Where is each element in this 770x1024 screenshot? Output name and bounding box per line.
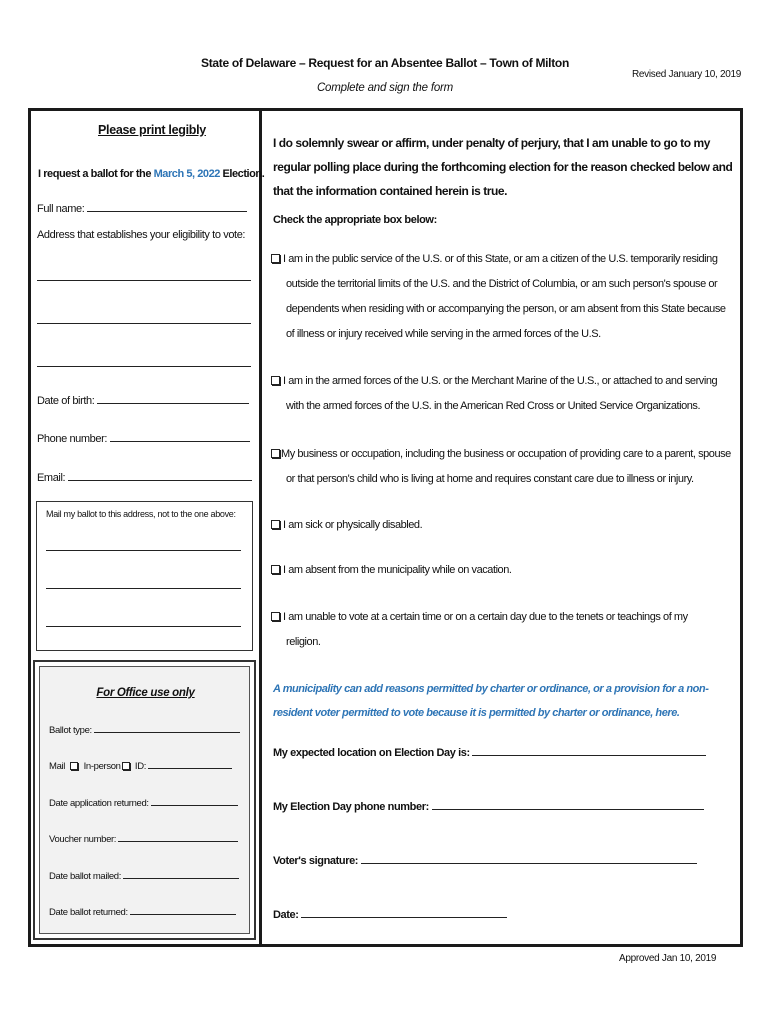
reason-option-5 <box>271 558 733 583</box>
reason-checkbox-3[interactable] <box>271 449 280 458</box>
election-day-phone-label: My Election Day phone number: <box>273 801 429 813</box>
reason-checkbox-5[interactable] <box>271 565 280 574</box>
election-day-phone-field[interactable] <box>273 800 704 813</box>
address-line-1[interactable] <box>37 280 251 281</box>
date-ballot-returned-field[interactable] <box>49 906 236 918</box>
oath-statement: I do solemnly swear or affirm, under penalty of perjury, that I am unable to go to my regular polling place during the forthcoming election for the reason checked below and that the information contained herein is true. <box>273 136 733 198</box>
id-label: ID: <box>134 761 146 772</box>
signature-date-label: Date: <box>273 909 299 921</box>
reason-option-2 <box>271 369 733 419</box>
voucher-number-field[interactable] <box>49 833 238 845</box>
reason-text-3: My business or occupation, including the business or occupation of providing care to a parent, spouse <box>281 448 731 460</box>
email-field[interactable] <box>37 471 252 484</box>
reason-option-1 <box>271 247 733 347</box>
ballot-type-field[interactable] <box>49 724 240 736</box>
date-application-returned-field[interactable] <box>49 797 238 809</box>
reason-text-6-cont: religion. <box>286 636 321 648</box>
signature-date-field[interactable] <box>273 908 507 921</box>
voucher-number-label: Voucher number: <box>49 834 117 845</box>
voter-signature-label: Voter's signature: <box>273 855 359 867</box>
election-day-location-label: My expected location on Election Day is: <box>273 747 470 759</box>
ballot-method-row <box>49 760 232 772</box>
ballot-request-line <box>38 168 264 180</box>
municipality-note: A municipality can add reasons permitted by charter or ordinance, or a provision for a non-resident voter permitted to vote because it is permitted by charter or ordinance, here. <box>273 683 709 719</box>
address-label: Address that establishes your eligibility to vote: <box>37 229 246 241</box>
reason-text-6: I am unable to vote at a certain time or on a certain day due to the tenets or teachings of my <box>283 611 688 623</box>
election-day-location-field[interactable] <box>273 746 706 759</box>
mail-address-line-2[interactable] <box>46 588 241 589</box>
reason-text-2-cont: with the armed forces of the U.S. in the American Red Cross or United Service Organizations. <box>286 400 701 412</box>
mail-address-line-3[interactable] <box>46 626 241 627</box>
full-name-label: Full name: <box>37 203 85 215</box>
mail-option-label: Mail <box>49 761 66 772</box>
reason-text-1: I am in the public service of the U.S. or of this State, or am a citizen of the U.S. temporarily residing <box>283 253 718 265</box>
reason-checkbox-6[interactable] <box>271 612 280 621</box>
reason-option-4 <box>271 513 733 538</box>
request-suffix: Election. <box>219 168 265 180</box>
office-use-panel <box>39 666 250 934</box>
reason-checkbox-1[interactable] <box>271 254 280 263</box>
reason-checkbox-4[interactable] <box>271 520 280 529</box>
office-use-title: For Office use only <box>96 687 195 699</box>
date-ballot-mailed-label: Date ballot mailed: <box>49 871 122 882</box>
column-divider <box>259 108 262 947</box>
header-subtitle: Complete and sign the form <box>316 82 454 94</box>
date-application-returned-label: Date application returned: <box>49 798 149 809</box>
full-name-field[interactable] <box>37 202 247 215</box>
address-line-3[interactable] <box>37 366 251 367</box>
reason-option-3 <box>271 442 733 492</box>
print-legibly-heading: Please print legibly <box>98 123 206 137</box>
mail-address-box <box>36 501 253 651</box>
reason-option-6 <box>271 605 733 655</box>
ballot-type-label: Ballot type: <box>49 725 92 736</box>
in-person-checkbox[interactable] <box>122 762 130 770</box>
email-label: Email: <box>37 472 66 484</box>
phone-label: Phone number: <box>37 433 108 445</box>
voter-signature-field[interactable] <box>273 854 697 867</box>
date-ballot-mailed-field[interactable] <box>49 870 239 882</box>
mail-address-line-1[interactable] <box>46 550 241 551</box>
reason-text-2: I am in the armed forces of the U.S. or the Merchant Marine of the U.S., or attached to and serving <box>283 375 718 387</box>
mail-address-label: Mail my ballot to this address, not to the one above: <box>46 509 236 519</box>
revised-date: Revised January 10, 2019 <box>632 69 741 80</box>
reason-checkbox-2[interactable] <box>271 376 280 385</box>
office-use-box <box>33 660 256 940</box>
address-line-2[interactable] <box>37 323 251 324</box>
election-date: March 5, 2022 <box>153 168 220 180</box>
reason-text-3-cont: or that person's child who is living at home and requires constant care due to illness or injury. <box>286 473 694 485</box>
check-box-header: Check the appropriate box below: <box>273 214 437 226</box>
approved-date: Approved Jan 10, 2019 <box>619 953 717 964</box>
dob-label: Date of birth: <box>37 395 95 407</box>
request-prefix: I request a ballot for the <box>38 168 154 180</box>
date-ballot-returned-label: Date ballot returned: <box>49 907 128 918</box>
in-person-option-label: In-person <box>83 761 121 772</box>
header-title: State of Delaware – Request for an Absentee Ballot – Town of Milton <box>201 56 569 70</box>
reason-text-5: I am absent from the municipality while on vacation. <box>283 564 512 576</box>
reason-text-4: I am sick or physically disabled. <box>283 519 423 531</box>
phone-field[interactable] <box>37 432 250 445</box>
dob-field[interactable] <box>37 394 249 407</box>
reason-text-1-cont: outside the territorial limits of the U.S. and the District of Columbia, or am such person's spouse or dependents when residing with or accompanying the person, or am absent from this State because of illness or injury received while serving in the armed forces of the U.S. <box>286 278 726 340</box>
mail-checkbox[interactable] <box>70 762 78 770</box>
